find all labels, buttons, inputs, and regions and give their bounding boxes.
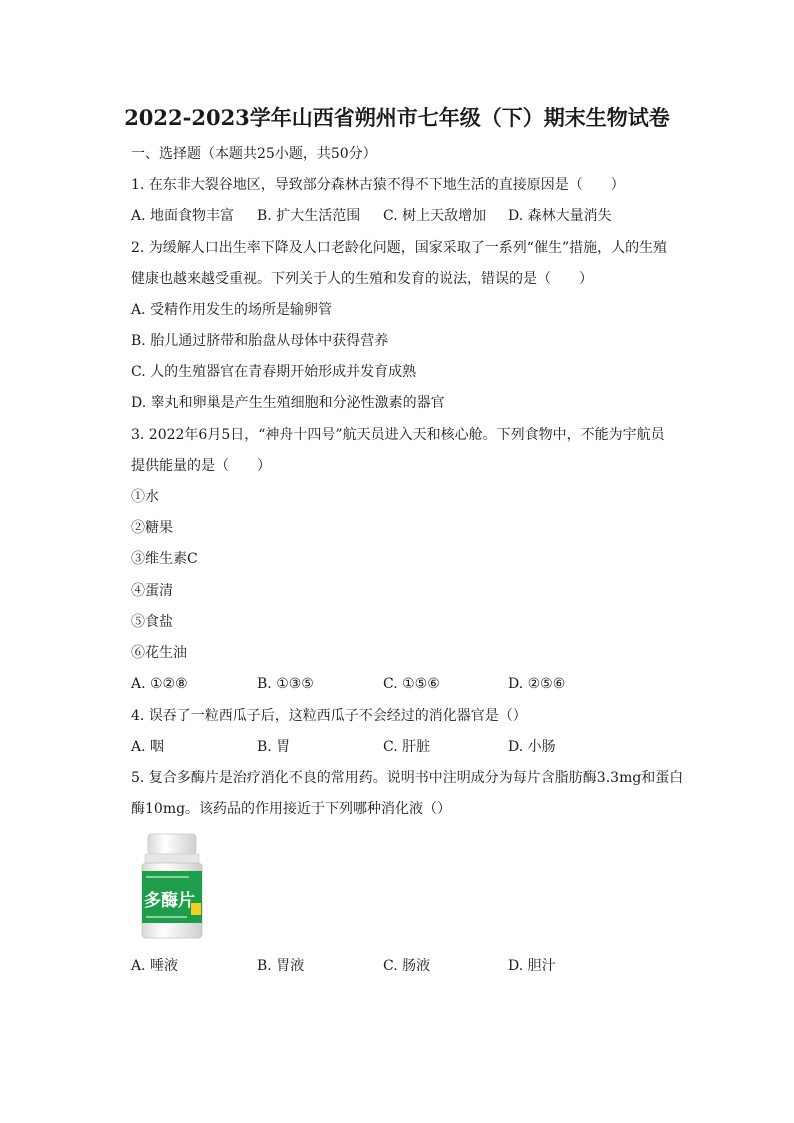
question-3-text-line-1: 3. 2022年6月5日，“神舟十四号”航天员进入天和核心舱。下列食物中，不能为宇航员 <box>131 427 665 443</box>
option-c[interactable]: C. 人的生殖器官在青春期开始形成并发育成熟 <box>131 364 417 380</box>
option-d[interactable]: D. 小肠 <box>508 739 556 755</box>
bottle-neck <box>145 854 199 864</box>
question-3-options <box>131 673 671 695</box>
question-5-options <box>131 955 671 977</box>
option-d[interactable]: D. 睾丸和卵巢是产生生殖细胞和分泌性激素的器官 <box>131 395 445 411</box>
bottle-label-text: 多酶片 <box>144 891 195 911</box>
question-4-text: 4. 误吞了一粒西瓜子后，这粒西瓜子不会经过的消化器官是（） <box>131 708 527 724</box>
question-2-text-line-2: 健康也越来越受重视。下列关于人的生殖和发育的说法，错误的是（ ） <box>131 271 593 287</box>
food-item: ⑤食盐 <box>131 614 173 630</box>
question-3-text-line-2: 提供能量的是（ ） <box>131 458 271 474</box>
option-a[interactable]: A. 受精作用发生的场所是输卵管 <box>131 302 333 318</box>
option-d[interactable]: D. 森林大量消失 <box>508 208 612 224</box>
medicine-bottle-image <box>139 833 205 941</box>
option-b[interactable]: B. 胎儿通过脐带和胎盘从母体中获得营养 <box>131 333 389 349</box>
food-item: ②糖果 <box>131 520 173 536</box>
option-b[interactable]: B. 胃液 <box>257 958 305 974</box>
option-a[interactable]: A. 地面食物丰富 <box>131 208 235 224</box>
option-b[interactable]: B. 扩大生活范围 <box>257 208 361 224</box>
question-5-text-line-2: 酶10mg。该药品的作用接近于下列哪种消化液（） <box>131 801 452 817</box>
food-item: ③维生素C <box>131 551 198 567</box>
option-d[interactable]: D. ②⑤⑥ <box>508 676 566 692</box>
option-c[interactable]: C. 肠液 <box>383 958 431 974</box>
food-item: ⑥花生油 <box>131 645 187 661</box>
question-1-text: 1. 在东非大裂谷地区，导致部分森林古猿不得不下地生活的直接原因是（ ） <box>131 177 625 193</box>
option-b[interactable]: B. ①③⑤ <box>257 676 314 692</box>
food-item: ④蛋清 <box>131 583 173 599</box>
question-4-options <box>131 736 671 758</box>
option-a[interactable]: A. 咽 <box>131 739 165 755</box>
option-d[interactable]: D. 胆汁 <box>508 958 556 974</box>
section-heading: 一、选择题（本题共25小题，共50分） <box>131 146 377 162</box>
question-2-text-line-1: 2. 为缓解人口出生率下降及人口老龄化问题，国家采取了一系列“催生”措施，人的生殖 <box>131 240 668 256</box>
exam-title: 2022-2023学年山西省朔州市七年级（下）期末生物试卷 <box>124 105 670 130</box>
question-1-options <box>131 205 671 227</box>
option-a[interactable]: A. 唾液 <box>131 958 179 974</box>
question-5-text-line-1: 5. 复合多酶片是治疗消化不良的常用药。说明书中注明成分为每片含脂肪酶3.3mg和蛋白 <box>131 770 684 786</box>
food-item: ①水 <box>131 489 159 505</box>
option-c[interactable]: C. 树上天敌增加 <box>383 208 487 224</box>
option-c[interactable]: C. 肝脏 <box>383 739 431 755</box>
option-b[interactable]: B. 胃 <box>257 739 291 755</box>
option-c[interactable]: C. ①⑤⑥ <box>383 676 440 692</box>
option-a[interactable]: A. ①②⑧ <box>131 676 188 692</box>
bottle-cap <box>148 834 196 854</box>
